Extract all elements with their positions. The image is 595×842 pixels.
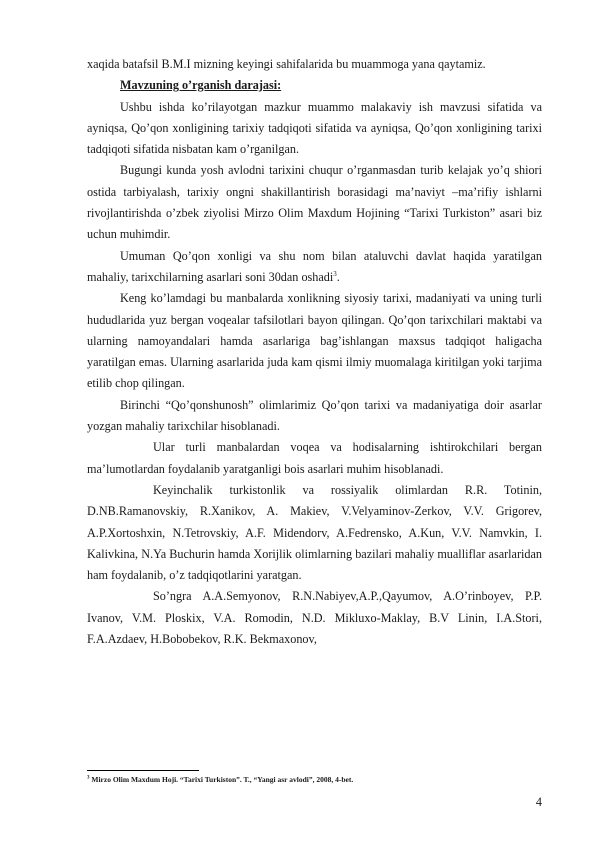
footnote-divider <box>87 770 199 771</box>
footnote-ref: 3 <box>333 269 337 278</box>
paragraph-7: Ular turli manbalardan voqea va hodisalarning ishtirokchilari bergan ma’lumotlardan foydalanib yaratganligi bois asarlari muhim hisoblanadi. <box>87 440 542 476</box>
paragraph-1: xaqida batafsil B.M.I mizning keyingi sahifalarida bu muammoga yana qaytamiz. <box>87 57 486 71</box>
paragraph-3: Bugungi kunda yosh avlodni tarixini chuqur o’rganmasdan turib kelajak yo’q shiori ostida tarbiyalash, tarixiy ongni shakillantirish borasidagi ma’naviyt –ma’rifiy ishlarni rivojlantirishda o’zbek ziyolisi Mirzo Olim Maxdum Hojining “Tarixi Turkiston” asari biz uchun muhimdir. <box>87 163 542 242</box>
body-text <box>87 54 542 650</box>
paragraph-4 <box>87 246 542 289</box>
footnote-marker: 3 <box>87 775 90 781</box>
footnote <box>87 775 542 784</box>
page-number: 4 <box>535 795 542 809</box>
footnote-text: Mirzo Olim Maxdum Hoji. “Tarixi Turkiston”. T., “Yangi asr avlodi”, 2008, 4-bet. <box>89 775 354 784</box>
paragraph-4-tail: . <box>336 269 340 284</box>
section-heading: Mavzuning o’rganish darajasi: <box>120 78 282 93</box>
paragraph-4-text: Umuman Qo’qon xonligi va shu nom bilan ataluvchi davlat haqida yaratilgan mahaliy, tarixchilarning asarlari soni 30dan oshadi <box>87 248 542 284</box>
paragraph-5: Keng ko’lamdagi bu manbalarda xonlikning siyosiy tarixi, madaniyati va uning turli hududlarida yuz bergan voqealar tafsilotlari bayon qilingan. Qo’qon tarixchilari maktabi va ularning namoyandalari hamda asarlariga bag’ishlangan maxsus tadqiqot haligacha yaratilgan emas. Ularning asarlarida juda kam qismi ilmiy muomalaga kiritilgan yoki tarjima etilib chop qilingan. <box>87 291 542 391</box>
paragraph-8: Keyinchalik turkistonlik va rossiyalik olimlardan R.R. Totinin, D.NB.Ramanovskiy, R.Xanikov, A. Makiev, V.Velyaminov-Zerkov, V.V. Grigorev, A.P.Xortoshxin, N.Tetrovskiy, A.F. Midendorv, A.Fedrensko, A.Kun, V.V. Namvkin, I. Kalivkina, N.Ya Buchurin hamda Xorijlik olimlarning bazilari mahaliy mualliflar asarlaridan ham foydalanib, o’z tadqiqotlarini yaratgan. <box>87 482 542 583</box>
paragraph-6: Birinchi “Qo’qonshunosh” olimlarimiz Qo’qon tarixi va madaniyatiga doir asarlar yozgan mahaliy tarixchilar hisoblanadi. <box>87 397 542 434</box>
paragraph-9: So’ngra A.A.Semyonov, R.N.Nabiyev,A.P.,Qayumov, A.O’rinboyev, P.P. Ivanov, V.M. Ploskix, V.A. Romodin, N.D. Mikluxo-Maklay, B.V Linin, I.A.Stori, F.A.Azdaev, H.Bobobekov, R.K. Bekmaxonov, <box>87 589 542 647</box>
paragraph-2: Ushbu ishda ko’rilayotgan mazkur muammo malakaviy ish mavzusi sifatida va ayniqsa, Qo’qon xonligining tarixiy tadqiqoti sifatida va ayniqsa, Qo’qon xonligining tarixi tadqiqoti sifatida nisbatan kam o’rganilgan. <box>87 99 542 157</box>
